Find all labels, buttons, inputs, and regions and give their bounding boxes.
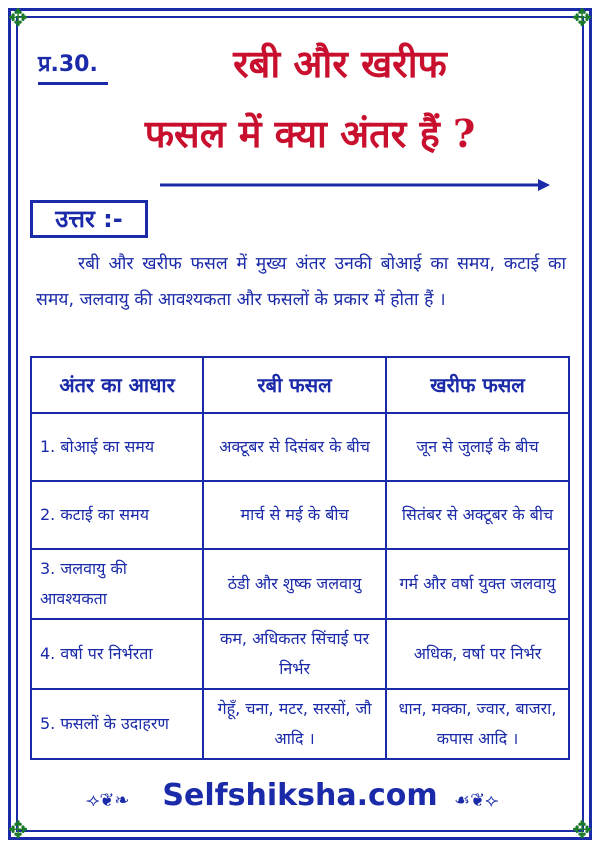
cell-kharif: गर्म और वर्षा युक्त जलवायु: [386, 549, 569, 619]
cell-rabi: कम, अधिकतर सिंचाई पर निर्भर: [203, 619, 386, 689]
title-line-1: रबी और खरीफ: [233, 41, 447, 86]
cell-rabi: मार्च से मई के बीच: [203, 481, 386, 549]
cell-rabi: ठंडी और शुष्क जलवायु: [203, 549, 386, 619]
cell-basis: 2. कटाई का समय: [31, 481, 203, 549]
footer-site-name: Selfshiksha.com: [162, 778, 438, 813]
cell-kharif: धान, मक्का, ज्वार, बाजरा, कपास आदि ।: [386, 689, 569, 759]
header-rabi: रबी फसल: [203, 357, 386, 413]
table-row: [31, 413, 569, 481]
table-row: [31, 549, 569, 619]
title-line-2: फसल में क्या अंतर हैं ?: [144, 111, 476, 156]
swirl-ornament-icon: ⟢❦❧: [86, 790, 130, 811]
cell-rabi: गेहूँ, चना, मटर, सरसों, जौ आदि ।: [203, 689, 386, 759]
header-kharif: खरीफ फसल: [386, 357, 569, 413]
corner-ornament-icon: ✥: [571, 4, 593, 32]
comparison-table: [30, 356, 570, 760]
header-basis: अंतर का आधार: [31, 357, 203, 413]
table-header-row: [31, 357, 569, 413]
cell-basis: 5. फसलों के उदाहरण: [31, 689, 203, 759]
cell-kharif: जून से जुलाई के बीच: [386, 413, 569, 481]
arrow-right-icon: [160, 178, 550, 192]
question-number-underline: [38, 82, 108, 85]
corner-ornament-icon: ✥: [7, 816, 29, 844]
answer-label: उत्तर :-: [30, 200, 148, 238]
cell-kharif: सितंबर से अक्टूबर के बीच: [386, 481, 569, 549]
table-row: [31, 619, 569, 689]
cell-kharif: अधिक, वर्षा पर निर्भर: [386, 619, 569, 689]
corner-ornament-icon: ✥: [571, 816, 593, 844]
cell-basis: 1. बोआई का समय: [31, 413, 203, 481]
intro-paragraph: रबी और खरीफ फसल में मुख्य अंतर उनकी बोआई का समय, कटाई का समय, जलवायु की आवश्यकता और फसलों के प्रकार में होता हैं ।: [36, 254, 566, 310]
swirl-ornament-icon: ☙❦⟣: [454, 790, 499, 811]
cell-basis: 3. जलवायु की आवश्यकता: [31, 549, 203, 619]
table-row: [31, 481, 569, 549]
question-number: प्र.30.: [38, 52, 98, 77]
table-row: [31, 689, 569, 759]
cell-rabi: अक्टूबर से दिसंबर के बीच: [203, 413, 386, 481]
corner-ornament-icon: ✥: [7, 4, 29, 32]
cell-basis: 4. वर्षा पर निर्भरता: [31, 619, 203, 689]
